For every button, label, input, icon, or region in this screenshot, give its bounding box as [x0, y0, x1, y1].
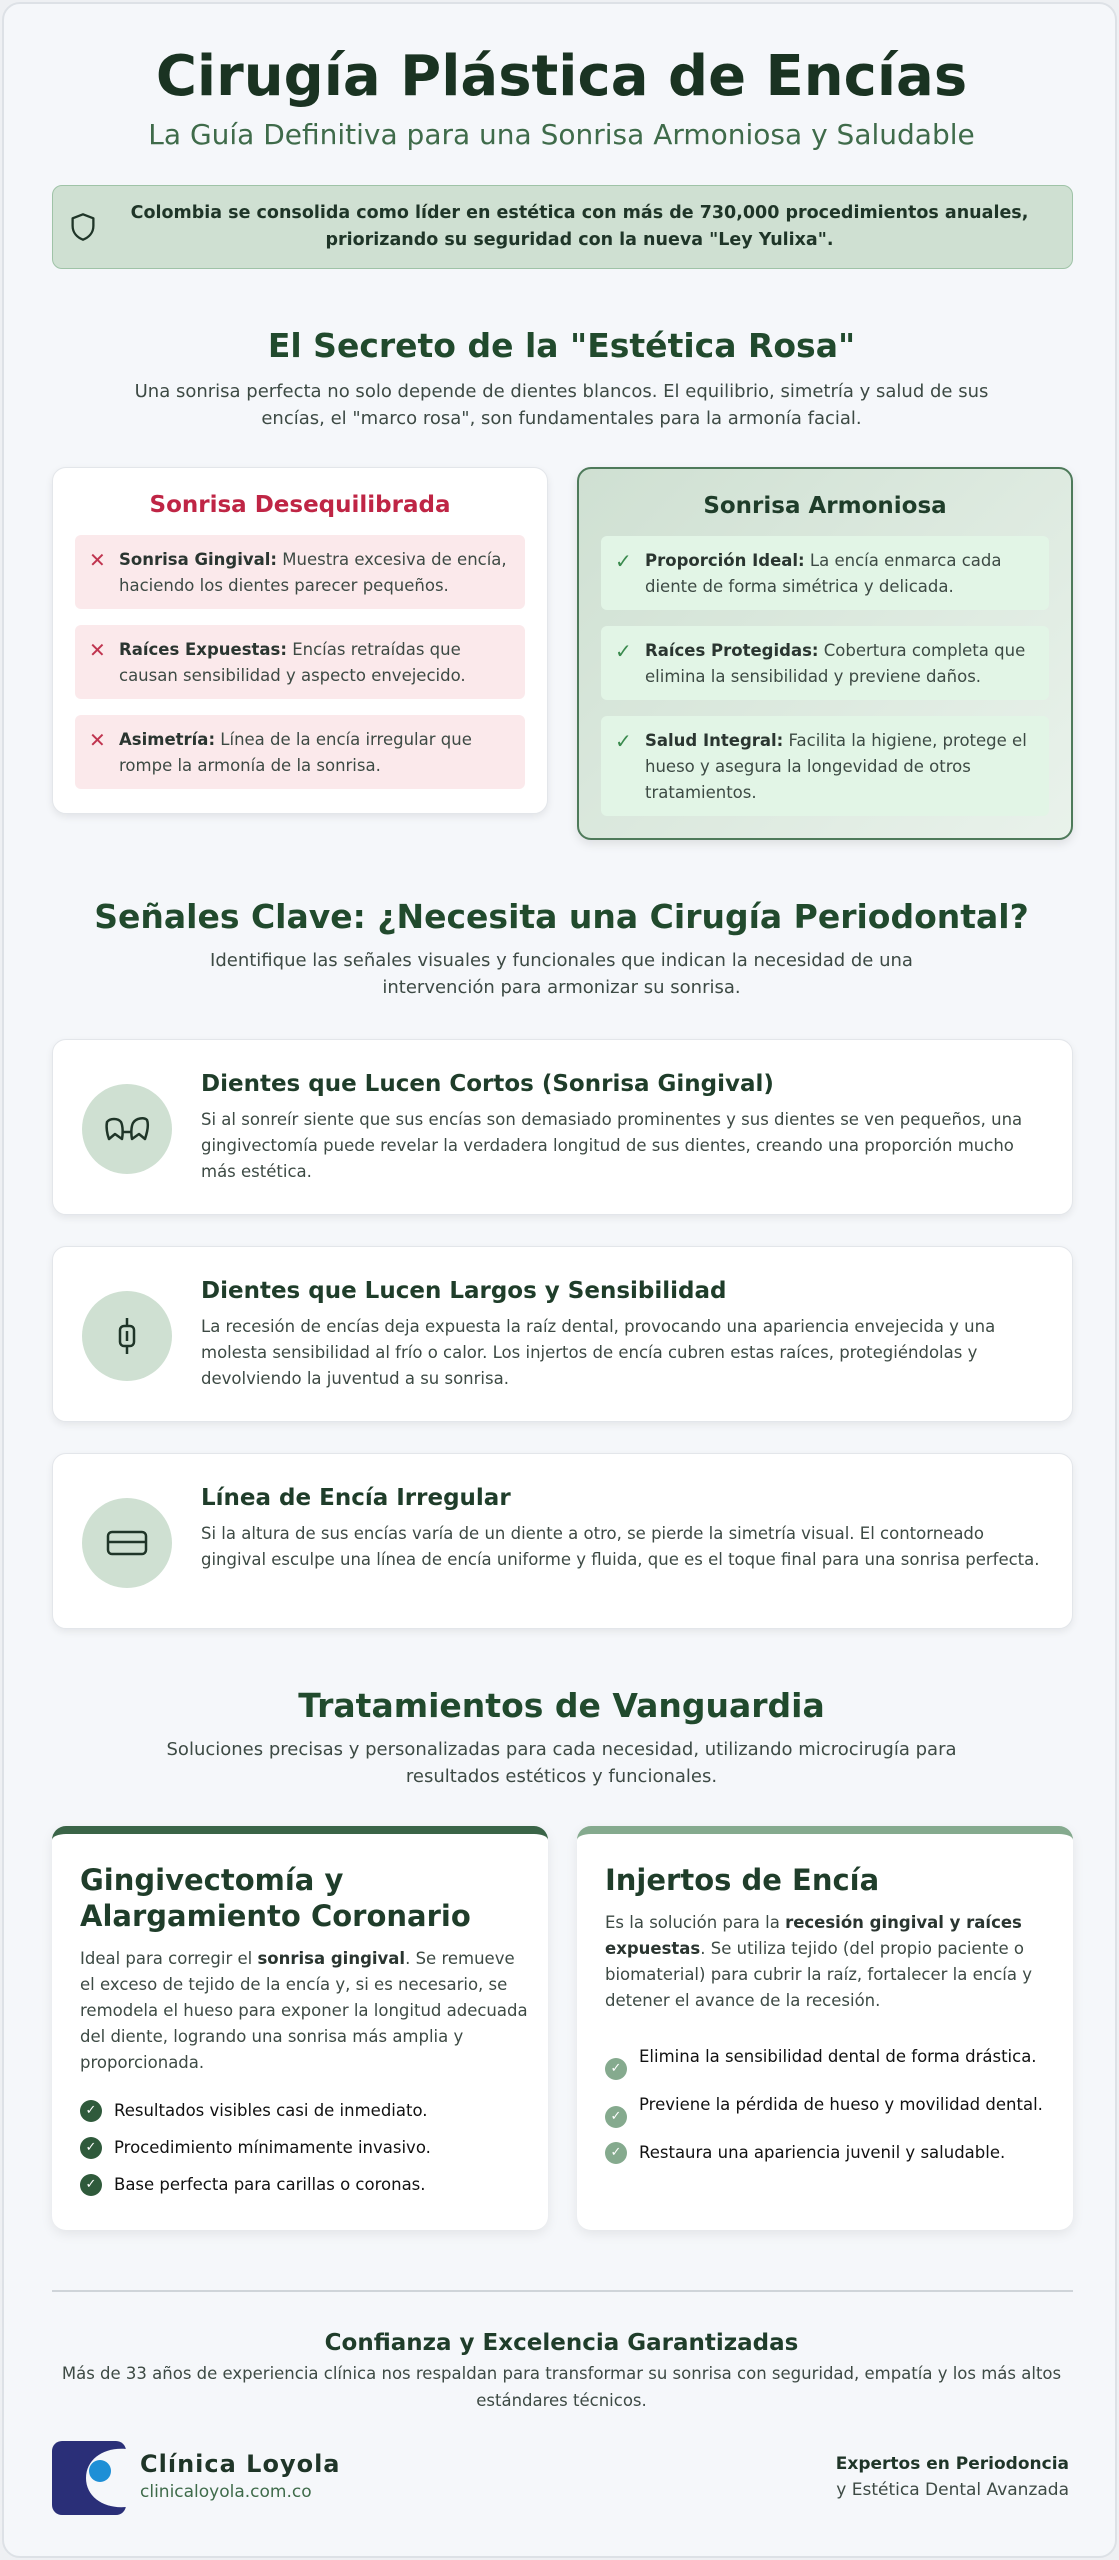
brand-name: Clínica Loyola — [140, 2450, 341, 2478]
cross-icon: ✕ — [89, 638, 106, 662]
item-label: Salud Integral: — [645, 731, 784, 750]
item-text: Muestra excesiva de encía, haciendo los dientes parecer pequeños. — [119, 550, 507, 595]
signals-section-description: Identifique las señales visuales y funcionales que indican la necesidad de una intervención para armonizar su sonrisa. — [210, 950, 913, 998]
item-label: Raíces Protegidas: — [645, 641, 819, 660]
infographic-page — [2, 2, 1117, 2558]
treatment-card-gum-grafts — [577, 1826, 1073, 2230]
signal-icon-circle — [82, 1084, 172, 1174]
unbalanced-smile-title: Sonrisa Desequilibrada — [149, 492, 451, 518]
desc-text: . Se remueve el exceso de tejido de la encía y, si es necesario, se remodela el hueso para exponer la longitud adecuada del diente, logrando una sonrisa más amplia y proporcionada. — [80, 1949, 528, 2072]
check-icon: ✓ — [615, 729, 632, 753]
clinic-logo — [52, 2441, 126, 2515]
benefit-item — [605, 2140, 1045, 2166]
desc-text: . Se utiliza tejido (del propio paciente o biomaterial) para cubrir la raíz, fortalecer la encía y detener el avance de la recesión. — [605, 1939, 1032, 2010]
benefit-text: Elimina la sensibilidad dental de forma drástica. — [639, 2047, 1037, 2066]
item-text: Encías retraídas que causan sensibilidad y aspecto envejecido. — [119, 640, 466, 685]
check-circle-icon: ✓ — [80, 2137, 102, 2159]
signal-title: Línea de Encía Irregular — [201, 1485, 511, 1511]
unbalanced-item — [75, 625, 525, 699]
tagline-primary: Expertos en Periodoncia — [835, 2454, 1069, 2474]
desc-text: Es la solución para la — [605, 1913, 786, 1932]
item-text: La encía enmarca cada diente de forma simétrica y delicada. — [645, 551, 1002, 596]
treatment-card-gingivectomy — [52, 1826, 548, 2230]
benefit-item — [80, 2098, 520, 2124]
benefit-item — [605, 2044, 1045, 2080]
page-subtitle: La Guía Definitiva para una Sonrisa Armoniosa y Saludable — [148, 118, 975, 151]
cross-icon: ✕ — [89, 548, 106, 572]
signal-card-short-teeth — [52, 1039, 1073, 1215]
smile-teeth-icon — [104, 1114, 150, 1144]
desc-bold: sonrisa gingival — [257, 1949, 406, 1968]
brand-url[interactable]: clinicaloyola.com.co — [140, 2482, 312, 2502]
check-circle-icon: ✓ — [605, 2142, 627, 2164]
treatments-section-title: Tratamientos de Vanguardia — [298, 1686, 825, 1725]
treatment-title: Gingivectomía y Alargamiento Coronario — [80, 1863, 471, 1933]
info-banner — [52, 185, 1073, 269]
signal-icon-circle — [82, 1498, 172, 1588]
shield-icon — [69, 212, 97, 242]
check-icon: ✓ — [615, 549, 632, 573]
signal-card-irregular-line — [52, 1453, 1073, 1629]
item-text: Línea de la encía irregular que rompe la armonía de la sonrisa. — [119, 730, 472, 775]
signal-text: La recesión de encías deja expuesta la raíz dental, provocando una apariencia envejecida y una molesta sensibilidad al frío o calor. Los injertos de encía cubren estas raíces, protegiéndolas y devolviendo la juventud a su sonrisa. — [201, 1317, 996, 1388]
desc-bold: recesión gingival y raíces expuestas — [605, 1913, 1022, 1958]
check-icon: ✓ — [615, 639, 632, 663]
unbalanced-item — [75, 715, 525, 789]
benefit-item — [80, 2135, 520, 2161]
item-text: Cobertura completa que elimina la sensibilidad y previene daños. — [645, 641, 1026, 686]
benefit-item — [605, 2092, 1045, 2128]
treatment-description — [80, 1946, 530, 2076]
treatments-section-description: Soluciones precisas y personalizadas para cada necesidad, utilizando microcirugía para resultados estéticos y funcionales. — [166, 1739, 957, 1787]
footer-title: Confianza y Excelencia Garantizadas — [324, 2330, 799, 2356]
harmonious-smile-title: Sonrisa Armoniosa — [703, 493, 947, 519]
check-circle-icon: ✓ — [80, 2174, 102, 2196]
check-circle-icon: ✓ — [605, 2058, 627, 2080]
footer-divider — [52, 2290, 1073, 2292]
signals-section-title: Señales Clave: ¿Necesita una Cirugía Periodontal? — [94, 897, 1029, 936]
page-title: Cirugía Plástica de Encías — [155, 44, 968, 109]
esthetic-section-description: Una sonrisa perfecta no solo depende de dientes blancos. El equilibrio, simetría y salud de sus encías, el "marco rosa", son fundamentales para la armonía facial. — [134, 381, 989, 429]
footer-description: Más de 33 años de experiencia clínica nos respaldan para transformar su sonrisa con seguridad, empatía y los más altos estándares técnicos. — [61, 2364, 1062, 2410]
harmonious-item — [601, 626, 1049, 700]
desc-text: Ideal para corregir el — [80, 1949, 258, 1968]
cross-icon: ✕ — [89, 728, 106, 752]
harmonious-smile-card — [577, 467, 1073, 840]
tooth-root-icon — [115, 1316, 139, 1356]
signal-title: Dientes que Lucen Cortos (Sonrisa Gingival) — [201, 1071, 774, 1097]
unbalanced-smile-card — [52, 467, 548, 814]
item-label: Raíces Expuestas: — [119, 640, 287, 659]
signal-title: Dientes que Lucen Largos y Sensibilidad — [201, 1278, 727, 1304]
check-circle-icon: ✓ — [605, 2106, 627, 2128]
signal-card-long-teeth — [52, 1246, 1073, 1422]
banner-text: Colombia se consolida como líder en estética con más de 730,000 procedimientos anuales, priorizando su seguridad con la nueva "Ley Yulixa". — [130, 203, 1029, 250]
treatment-description — [605, 1910, 1055, 2014]
harmonious-item — [601, 716, 1049, 816]
harmonious-item — [601, 536, 1049, 610]
treatment-title: Injertos de Encía — [605, 1863, 880, 1897]
benefit-text: Resultados visibles casi de inmediato. — [114, 2101, 428, 2120]
signal-icon-circle — [82, 1291, 172, 1381]
item-label: Proporción Ideal: — [645, 551, 805, 570]
benefit-text: Previene la pérdida de hueso y movilidad dental. — [639, 2095, 1043, 2114]
signal-text: Si al sonreír siente que sus encías son demasiado prominentes y sus dientes se ven pequeños, una gingivectomía puede revelar la verdadera longitud de sus dientes, creando una proporción mucho más estética. — [201, 1110, 1023, 1181]
item-label: Sonrisa Gingival: — [119, 550, 278, 569]
benefit-text: Procedimiento mínimamente invasivo. — [114, 2138, 431, 2157]
treatment-benefits — [605, 2044, 1045, 2166]
tagline-secondary: y Estética Dental Avanzada — [836, 2480, 1069, 2500]
treatment-benefits — [80, 2098, 520, 2198]
item-text: Facilita la higiene, protege el hueso y asegura la longevidad de otros tratamientos. — [645, 731, 1027, 802]
benefit-item — [80, 2172, 520, 2198]
item-label: Asimetría: — [119, 730, 216, 749]
signal-text: Si la altura de sus encías varía de un diente a otro, se pierde la simetría visual. El contorneado gingival esculpe una línea de encía uniforme y fluida, que es el toque final para una sonrisa perfecta. — [201, 1524, 1040, 1569]
check-circle-icon: ✓ — [80, 2100, 102, 2122]
gum-line-icon — [106, 1529, 148, 1557]
unbalanced-item — [75, 535, 525, 609]
benefit-text: Restaura una apariencia juvenil y saludable. — [639, 2143, 1006, 2162]
benefit-text: Base perfecta para carillas o coronas. — [114, 2175, 426, 2194]
esthetic-section-title: El Secreto de la "Estética Rosa" — [267, 326, 856, 365]
